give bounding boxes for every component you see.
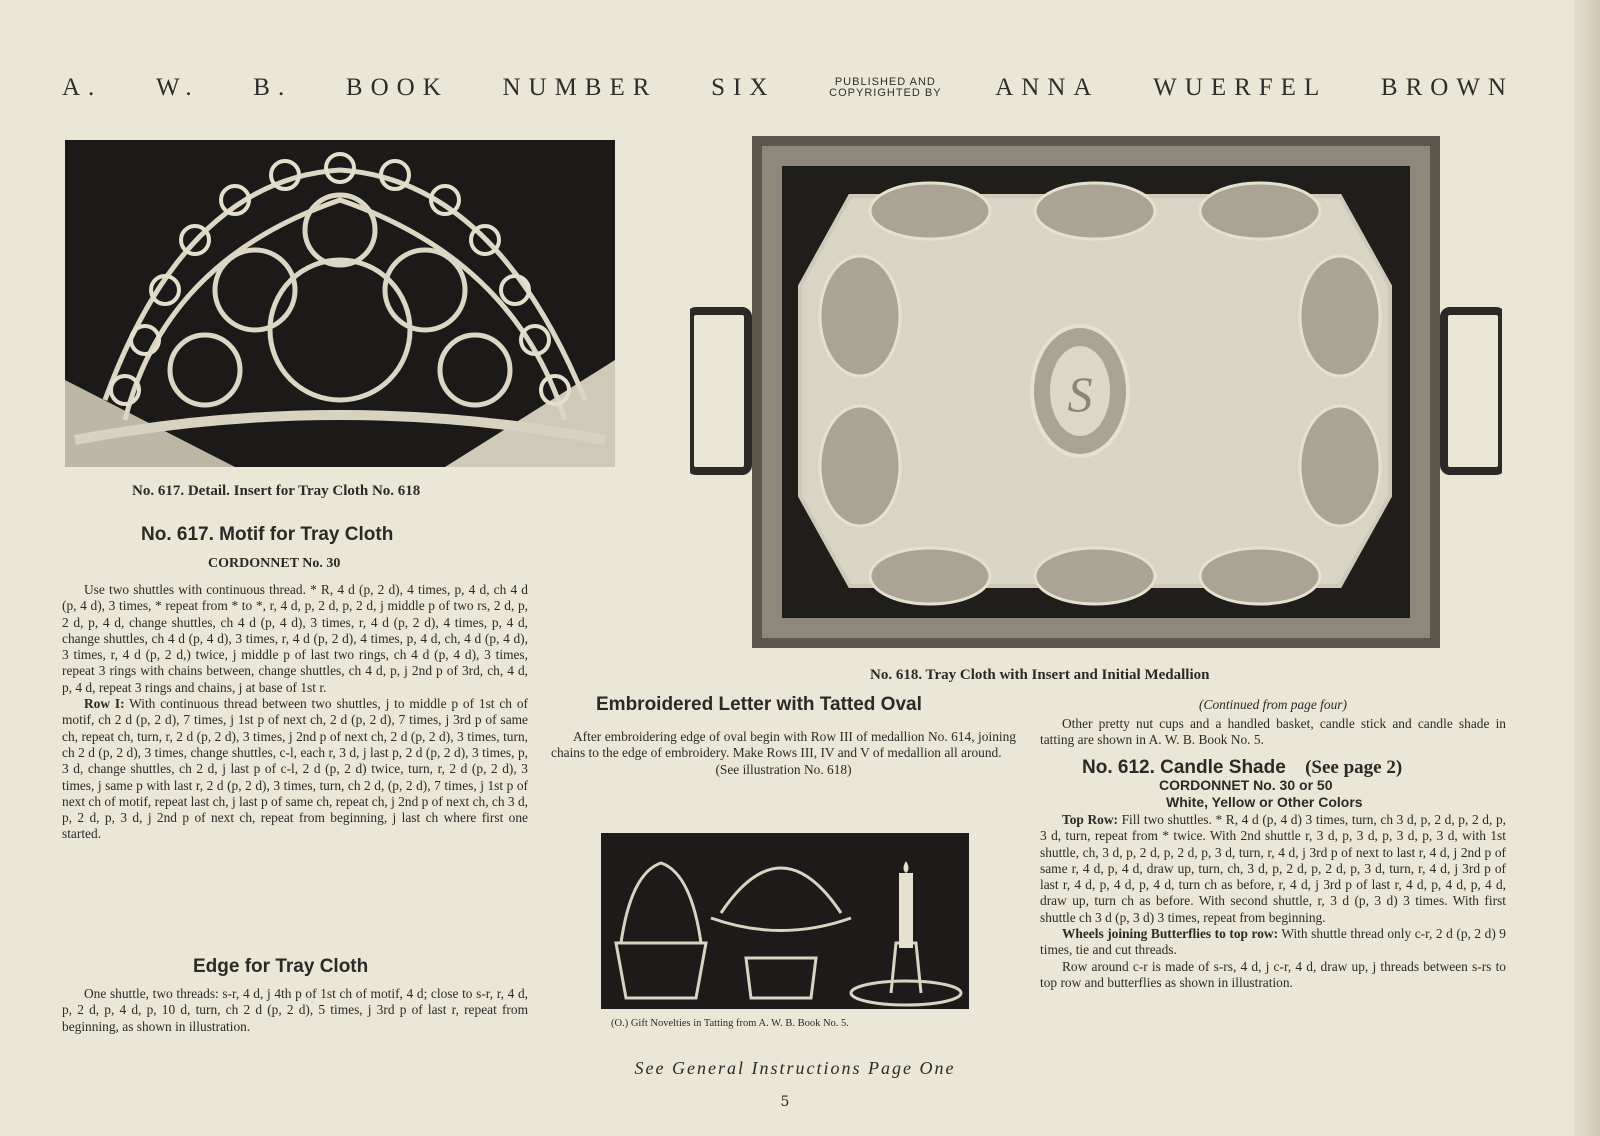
header-small-line: PUBLISHED AND bbox=[834, 76, 936, 88]
motif-title: No. 617. Motif for Tray Cloth bbox=[141, 524, 394, 545]
embroidered-see-note: (See illustration No. 618) bbox=[715, 761, 852, 777]
header-word: W. bbox=[156, 74, 200, 101]
photo-617-caption: No. 617. Detail. Insert for Tray Cloth No. 618 bbox=[132, 483, 421, 499]
wheels-paragraph bbox=[1040, 926, 1506, 959]
row-1-text: With continuous thread between two shuttles, j to middle p of 1st ch of motif, ch 2 d (p, 2 d), 7 times, j 1st p of next ch, 2 d (p, 2 d), 7 times, j 3rd p of same ch, repeat ch, turn, r, 2 d (p, 2 d), 3 times, j 2nd p of next ch, 2 d (p, 2 d), 3 times, turn, ch 2 d (p, 2 d), 3 times, change shuttles, c-l, each r, 3 d, j last p, 2 d (p, 2 d), 3 times, p, 3 d, change shuttles, ch 2 d, j last p of c-l, 2 d (p, 2 d) twice, turn, r, 2 d (p, 2 d), 3 times, j same p with last r, 2 d (p, 2 d), 3 times, turn, ch 2 d, (p, 2 d), 7 times, j 1st p of next ch of motif, repeat last ch, j last p of same ch, repeat ch, j 2nd p of next ch, ch 3 d, p, 2 d, p, 3 d, j 2nd p of next ch, repeat from beginning, j last ch where first one started. bbox=[62, 696, 528, 842]
running-header bbox=[62, 74, 1514, 102]
initial-monogram: S bbox=[1067, 366, 1093, 422]
general-instructions-note: See General Instructions Page One bbox=[634, 1058, 956, 1078]
header-word: ANNA bbox=[995, 74, 1100, 101]
embroidered-instructions bbox=[551, 729, 1016, 778]
photo-618-caption: No. 618. Tray Cloth with Insert and Initial Medallion bbox=[870, 667, 1210, 683]
edge-instructions bbox=[62, 986, 528, 1035]
row-around-paragraph: Row around c-r is made of s-rs, 4 d, j c-r, 4 d, draw up, j threads between s-rs to top row and butterflies as shown in illustration. bbox=[1040, 958, 1506, 990]
candle-shade-title bbox=[1082, 757, 1402, 779]
header-word: A. bbox=[62, 74, 103, 101]
gift-novelties-illustration bbox=[601, 833, 969, 1009]
header-word: BOOK bbox=[345, 74, 449, 101]
top-row-label: Top Row: bbox=[1062, 812, 1118, 827]
photo-618-tray-cloth bbox=[690, 136, 1502, 648]
motif-paragraph: Use two shuttles with continuous thread. * R, 4 d (p, 2 d), 4 times, p, 4 d, ch 4 d (p, 4 d), 3 times, * repeat from * to *, r, 4 d, p, 2 d, p, 2 d, j middle p of two rs, 2 d, p, 2 d, p, 4 d, change shuttles, ch 4 d (p, 4 d), 3 times, r, 4 d (p, 2 d), 4 times, p, 4 d, change shuttles, ch 4 d (p, 4 d), 3 times, r, 4 d (p, 2 d), 4 times, p, 4 d, ch, 4 d (p, 4 d), 3 times, r, 4 d (p, 2 d,) twice, j middle p of last two rings, ch 4 d (p, 4 d), 3 times, repeat 3 rings with chains between, change shuttles, ch 4 d, p, j 2nd p of 3rd, ch, 4 d, p, 4 d, repeat 3 rings and chains, j at base of 1st r. bbox=[62, 582, 528, 695]
page-number: 5 bbox=[780, 1094, 790, 1110]
edge-title: Edge for Tray Cloth bbox=[193, 956, 369, 977]
wheels-text: With shuttle thread only c-r, 2 d (p, 2 d) 9 times, tie and cut threads. bbox=[1040, 926, 1507, 958]
other-novelties-text bbox=[1040, 716, 1506, 749]
top-row-text: Fill two shuttles. * R, 4 d (p, 4 d) 3 times, turn, ch 3 d, p, 2 d, p, 2 d, p, 3 d, turn, repeat from * twice. With 2nd shuttle r, 3 d, p, 3 d, p, 3 d, p, 3 d, with 1st shuttle, ch, 3 d, p, 2 d, p, 2 d, p, 3 d, turn, r, 4 d, j 3rd p of next to last r, 4 d, j 2nd p of same r, 4 d, p, 4 d, draw up, turn, ch, 3 d, p, 2 d, p, 2 d, p, 3 d, turn, r, 4 d, j 3rd p of last r, 4 d, p, 4 d, p, 4 d, turn ch as before, r, 4 d, j 3rd p of last r, 4 d, p, 4 d, p, 4 d, draw up, turn ch as before. With second shuttle, r, 3 d (p, 3 d) 3 times. With first shuttle ch 3 d (p, 3 d) 3 times, repeat from beginning. bbox=[1040, 812, 1507, 925]
embroidered-paragraph: After embroidering edge of oval begin with Row III of medallion No. 614, joining chains to the edge of embroidery. Make Rows III, IV and V of medallion all around. bbox=[551, 729, 1016, 761]
header-small-line: COPYRIGHTED BY bbox=[829, 87, 942, 99]
photo-gift-novelties-caption: (O.) Gift Novelties in Tatting from A. W. B. Book No. 5. bbox=[611, 1018, 849, 1029]
row-label: Row I: bbox=[84, 696, 125, 712]
page-edge bbox=[1574, 0, 1600, 1136]
candle-shade-instructions bbox=[1040, 812, 1506, 991]
motif-thread: CORDONNET No. 30 bbox=[208, 556, 341, 571]
motif-row-1 bbox=[62, 696, 528, 843]
photo-gift-novelties bbox=[601, 833, 969, 1009]
header-publisher-note bbox=[829, 77, 941, 99]
header-word: NUMBER bbox=[502, 74, 658, 101]
header-word: B. bbox=[253, 74, 293, 101]
motif-instructions bbox=[62, 582, 528, 843]
continued-note bbox=[1040, 697, 1506, 713]
tray-cloth-illustration bbox=[690, 136, 1502, 648]
photo-617-lace-detail bbox=[65, 140, 615, 467]
candle-shade-thread: CORDONNET No. 30 or 50 bbox=[1159, 777, 1333, 793]
edge-paragraph: One shuttle, two threads: s-r, 4 d, j 4th p of 1st ch of motif, 4 d; close to s-r, r, 4 d, p, 2 d, p, 4 d, p, 10 d, turn, ch 2 d (p, 2 d), 5 times, j 3rd p of last r, repeat from beginning, as shown in illustration. bbox=[62, 986, 528, 1034]
wheels-label: Wheels joining Butterflies to top row: bbox=[1062, 926, 1279, 942]
header-word: WUERFEL bbox=[1153, 74, 1328, 101]
candle-shade-see-note: (See page 2) bbox=[1305, 757, 1403, 778]
header-word: SIX bbox=[711, 74, 776, 101]
candle-shade-colors: White, Yellow or Other Colors bbox=[1166, 794, 1363, 810]
candle-shade-title-text: No. 612. Candle Shade bbox=[1082, 757, 1286, 778]
embroidered-title: Embroidered Letter with Tatted Oval bbox=[596, 694, 922, 715]
header-word: BROWN bbox=[1380, 74, 1514, 101]
continued-text: (Continued from page four) bbox=[1199, 697, 1347, 712]
lace-detail-illustration bbox=[65, 140, 615, 467]
other-paragraph: Other pretty nut cups and a handled basket, candle stick and candle shade in tatting are shown in A. W. B. Book No. 5. bbox=[1040, 716, 1506, 748]
top-row-paragraph bbox=[1040, 812, 1506, 926]
